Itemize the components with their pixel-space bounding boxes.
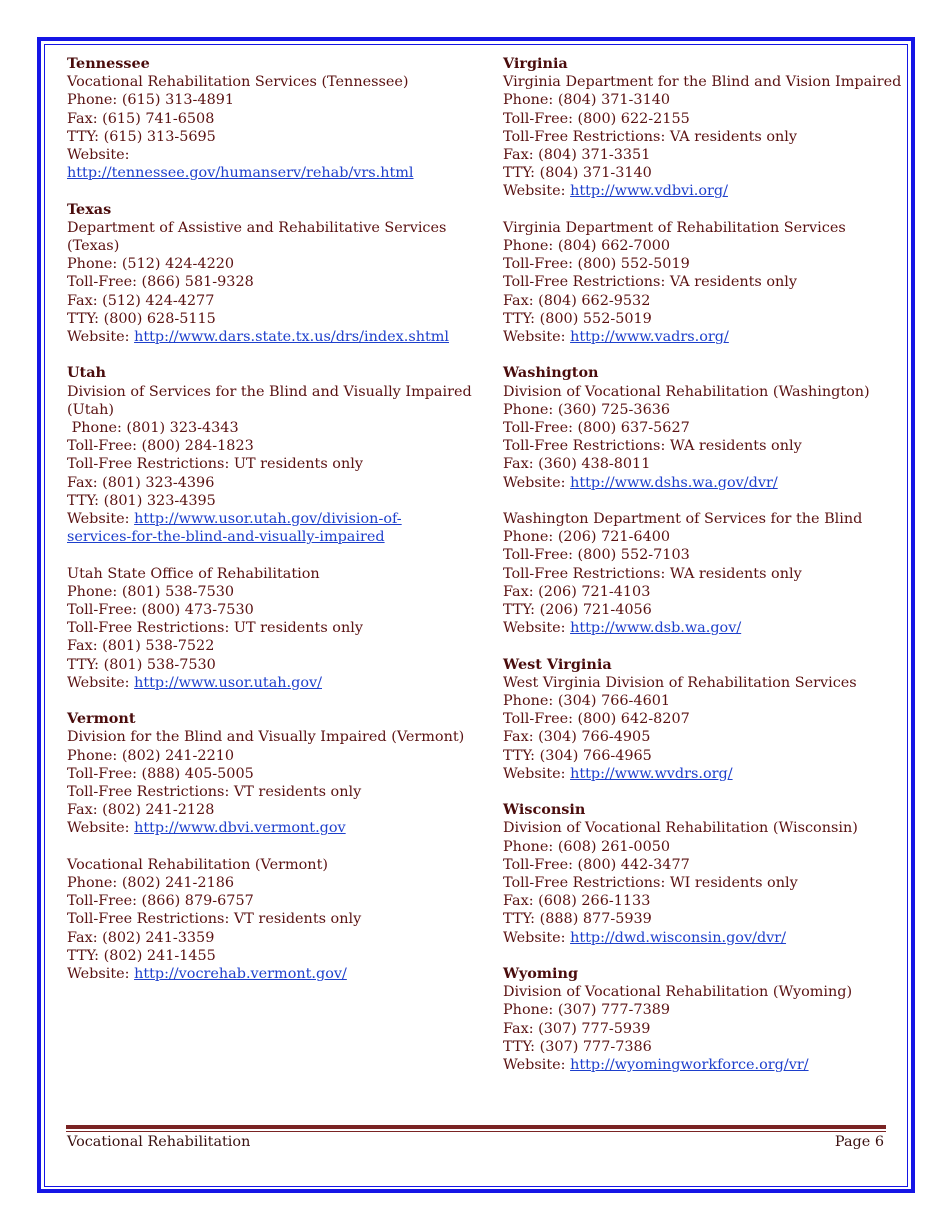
left-column <box>67 55 472 1001</box>
footer-rule-thin <box>66 1131 886 1132</box>
website-row-continued <box>67 528 452 546</box>
entry-line: Toll-Free: (800) 473-7530 <box>67 602 254 619</box>
website-link[interactable]: http://www.dars.state.tx.us/drs/index.shtml <box>134 329 449 346</box>
website-label: Website: <box>503 1057 566 1074</box>
website-row <box>503 765 888 783</box>
entry-line: Fax: (802) 241-2128 <box>67 802 215 819</box>
website-link[interactable]: http://www.vadrs.org/ <box>570 329 729 346</box>
entry-line: Virginia Department of Rehabilitation Services <box>503 219 846 236</box>
entry-line: Phone: (304) 766-4601 <box>503 693 671 710</box>
entry-line: West Virginia Division of Rehabilitation Services <box>503 674 857 691</box>
website-row <box>67 965 452 983</box>
entry-line: Toll-Free Restrictions: UT residents only <box>67 456 363 473</box>
entry-line: Fax: (206) 721-4103 <box>503 583 651 600</box>
website-label: Website: <box>503 620 566 637</box>
website-row <box>503 328 888 346</box>
website-link[interactable]: http://www.vdbvi.org/ <box>570 183 728 200</box>
entry-line: (Texas) <box>67 238 120 255</box>
agency-entry <box>503 801 888 947</box>
website-link[interactable]: http://www.dshs.wa.gov/dvr/ <box>570 474 778 491</box>
entry-line: Fax: (615) 741-6508 <box>67 110 215 127</box>
entry-line: Toll-Free Restrictions: UT residents only <box>67 620 363 637</box>
website-label: Website: <box>503 929 566 946</box>
entry-line: Fax: (804) 371-3351 <box>503 147 651 164</box>
entry-line: Toll-Free: (888) 405-5005 <box>67 765 254 782</box>
entry-line: Phone: (615) 313-4891 <box>67 92 235 109</box>
entry-line: Department of Assistive and Rehabilitative Services <box>67 219 447 236</box>
website-link-continued[interactable]: services-for-the-blind-and-visually-impaired <box>67 529 385 546</box>
agency-entry <box>67 710 465 837</box>
website-row <box>67 819 452 837</box>
website-link[interactable]: http://wyomingworkforce.org/vr/ <box>570 1057 809 1074</box>
entry-line: Fax: (304) 766-4905 <box>503 729 651 746</box>
page-number: Page 6 <box>834 1134 884 1150</box>
entry-line: (Utah) <box>67 401 114 418</box>
entry-line: TTY: (206) 721-4056 <box>503 602 652 619</box>
website-link[interactable]: http://dwd.wisconsin.gov/dvr/ <box>570 929 787 946</box>
website-label: Website: <box>67 966 130 983</box>
entry-line: Toll-Free Restrictions: VA residents only <box>503 128 798 145</box>
entry-line: Phone: (206) 721-6400 <box>503 529 671 546</box>
state-heading: Texas <box>67 200 112 218</box>
entry-line: Virginia Department for the Blind and Vision Impaired <box>503 74 902 91</box>
agency-entry <box>503 219 888 346</box>
entry-line: Fax: (608) 266-1133 <box>503 893 651 910</box>
entry-line: Phone: (802) 241-2186 <box>67 875 235 892</box>
entry-line: Phone: (307) 777-7389 <box>503 1002 671 1019</box>
entry-line: TTY: (307) 777-7386 <box>503 1038 652 1055</box>
website-label: Website: <box>503 183 566 200</box>
agency-entry <box>503 656 888 783</box>
entry-line: Toll-Free Restrictions: VT residents only <box>67 784 362 801</box>
entry-line: Fax: (804) 662-9532 <box>503 292 651 309</box>
agency-entry <box>503 364 888 491</box>
entry-line: Toll-Free: (800) 622-2155 <box>503 110 690 127</box>
state-heading: West Virginia <box>503 655 612 673</box>
entry-line: Toll-Free: (866) 879-6757 <box>67 893 254 910</box>
website-label: Website: <box>503 474 566 491</box>
entry-line: Toll-Free: (800) 284-1823 <box>67 438 254 455</box>
entry-line: TTY: (888) 877-5939 <box>503 911 652 928</box>
entry-line: TTY: (800) 552-5019 <box>503 310 652 327</box>
website-label: Website: <box>67 511 130 528</box>
entry-line: TTY: (802) 241-1455 <box>67 947 216 964</box>
entry-line: TTY: (800) 628-5115 <box>67 310 216 327</box>
agency-entry <box>67 201 452 347</box>
state-heading: Washington <box>503 364 599 382</box>
website-row <box>67 328 452 346</box>
entry-line: Division of Vocational Rehabilitation (Washington) <box>503 383 870 400</box>
footer-rule <box>66 1125 886 1129</box>
state-heading: Tennessee <box>67 55 150 72</box>
entry-line: Division of Vocational Rehabilitation (Wyoming) <box>503 984 853 1001</box>
entry-line: Fax: (360) 438-8011 <box>503 456 651 473</box>
entry-line: Toll-Free: (800) 642-8207 <box>503 711 690 728</box>
website-row <box>503 474 888 492</box>
website-link[interactable]: http://www.usor.utah.gov/division-of- <box>134 511 402 528</box>
entry-line: Division of Vocational Rehabilitation (Wisconsin) <box>503 820 858 837</box>
entry-line: Toll-Free Restrictions: VT residents only <box>67 911 362 928</box>
website-link[interactable]: http://www.usor.utah.gov/ <box>134 674 322 691</box>
entry-line: TTY: (304) 766-4965 <box>503 747 652 764</box>
entry-line: TTY: (615) 313-5695 <box>67 128 216 145</box>
entry-line: Fax: (801) 538-7522 <box>67 638 215 655</box>
entry-line: Division of Services for the Blind and Visually Impaired <box>67 383 472 400</box>
state-heading: Vermont <box>67 710 136 728</box>
website-link[interactable]: http://www.dbvi.vermont.gov <box>134 820 346 837</box>
agency-entry <box>67 364 472 546</box>
website-label: Website: <box>503 329 566 346</box>
website-row <box>503 182 888 200</box>
website-row <box>67 674 452 692</box>
website-row <box>503 1056 888 1074</box>
website-label: Website: <box>503 765 566 782</box>
agency-entry <box>67 565 452 692</box>
entry-line: Toll-Free: (866) 581-9328 <box>67 274 254 291</box>
agency-entry <box>67 856 452 983</box>
entry-line: Phone: (801) 323-4343 <box>67 420 239 437</box>
website-row <box>67 510 452 528</box>
agency-entry <box>503 965 888 1074</box>
entry-line: Fax: (802) 241-3359 <box>67 929 215 946</box>
entry-line: TTY: (804) 371-3140 <box>503 165 652 182</box>
entry-line: Phone: (512) 424-4220 <box>67 256 235 273</box>
right-column <box>503 55 902 1092</box>
entry-line: Website: <box>67 147 130 164</box>
entry-line: Fax: (512) 424-4277 <box>67 292 215 309</box>
entry-line: Toll-Free: (800) 552-5019 <box>503 256 690 273</box>
page-footer <box>67 1134 884 1150</box>
entry-line: Toll-Free Restrictions: VA residents only <box>503 274 798 291</box>
website-link[interactable]: http://www.wvdrs.org/ <box>570 765 733 782</box>
entry-line: Toll-Free Restrictions: WI residents only <box>503 875 798 892</box>
entry-line: Vocational Rehabilitation (Vermont) <box>67 856 328 873</box>
entry-line: Washington Department of Services for the Blind <box>503 511 863 528</box>
entry-line: Division for the Blind and Visually Impaired (Vermont) <box>67 729 465 746</box>
entry-line: Fax: (801) 323-4396 <box>67 474 215 491</box>
entry-line: Utah State Office of Rehabilitation <box>67 565 320 582</box>
entry-line: Phone: (801) 538-7530 <box>67 583 235 600</box>
state-heading: Virginia <box>503 55 568 72</box>
website-link[interactable]: http://www.dsb.wa.gov/ <box>570 620 742 637</box>
entry-line: Toll-Free: (800) 637-5627 <box>503 420 690 437</box>
entry-line: Vocational Rehabilitation Services (Tennessee) <box>67 74 409 91</box>
state-heading: Wyoming <box>503 965 579 983</box>
entry-line: TTY: (801) 323-4395 <box>67 492 216 509</box>
website-link[interactable]: http://vocrehab.vermont.gov/ <box>134 966 347 983</box>
footer-title: Vocational Rehabilitation <box>67 1134 251 1150</box>
agency-entry <box>67 55 452 182</box>
website-label: Website: <box>67 820 130 837</box>
entry-line: Phone: (802) 241-2210 <box>67 747 235 764</box>
entry-line: Toll-Free: (800) 442-3477 <box>503 856 690 873</box>
entry-line: Phone: (804) 662-7000 <box>503 238 671 255</box>
entry-line: TTY: (801) 538-7530 <box>67 656 216 673</box>
state-heading: Utah <box>67 364 106 382</box>
website-label: Website: <box>67 329 130 346</box>
agency-entry <box>503 55 902 201</box>
entry-line: Fax: (307) 777-5939 <box>503 1020 651 1037</box>
entry-line: Toll-Free Restrictions: WA residents only <box>503 438 802 455</box>
entry-line: Toll-Free Restrictions: WA residents only <box>503 565 802 582</box>
agency-entry <box>503 510 888 637</box>
website-row <box>503 619 888 637</box>
entry-line: Phone: (804) 371-3140 <box>503 92 671 109</box>
website-row <box>503 929 888 947</box>
entry-line: Phone: (608) 261-0050 <box>503 838 671 855</box>
state-heading: Wisconsin <box>503 801 586 819</box>
website-link[interactable]: http://tennessee.gov/humanserv/rehab/vrs.html <box>67 165 414 182</box>
website-label: Website: <box>67 674 130 691</box>
entry-line: Phone: (360) 725-3636 <box>503 401 671 418</box>
entry-line: Toll-Free: (800) 552-7103 <box>503 547 690 564</box>
